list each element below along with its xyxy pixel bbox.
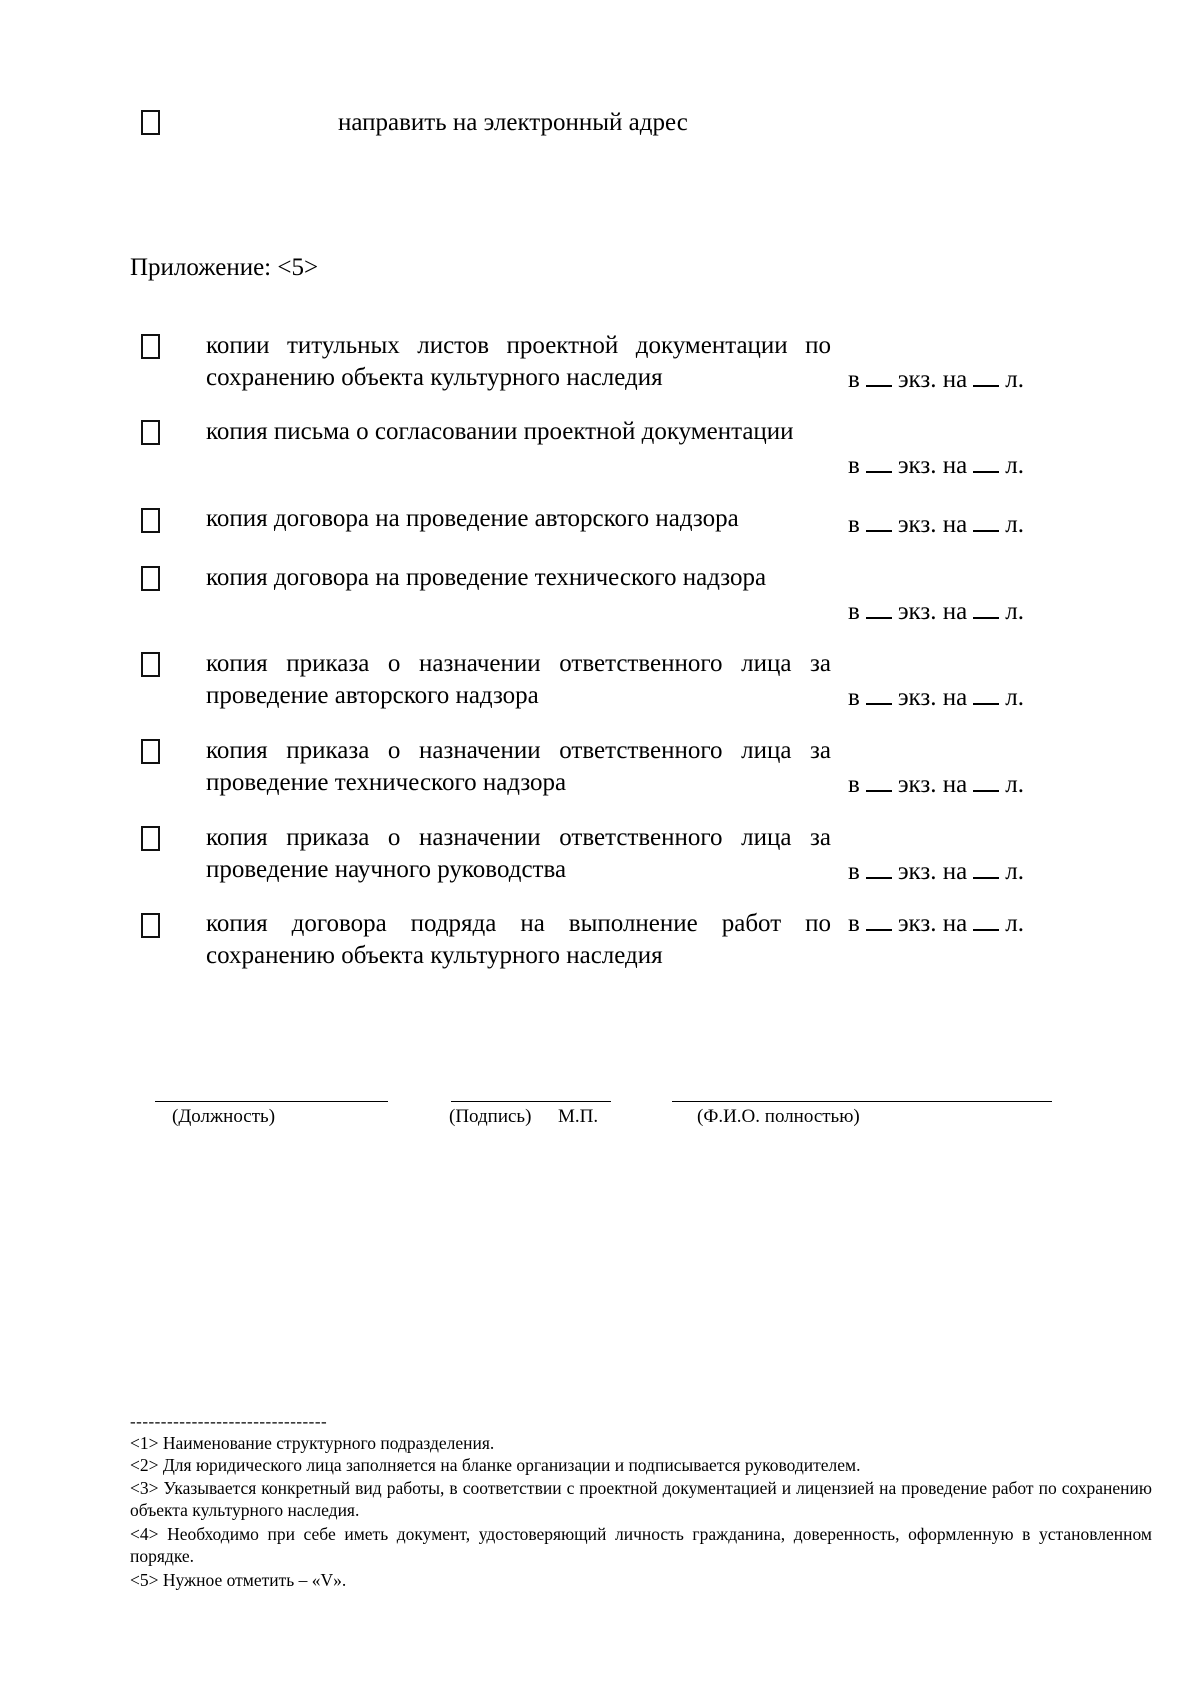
sheets-blank[interactable] (973, 603, 999, 619)
sheets-blank[interactable] (973, 915, 999, 931)
qty-copies-label: экз. на (897, 598, 968, 625)
quantity-field (848, 769, 1024, 801)
sheets-blank[interactable] (973, 457, 999, 473)
footnote-separator: -------------------------------- (130, 1412, 328, 1431)
qty-sheets-label: л. (1005, 452, 1024, 479)
copies-blank[interactable] (866, 776, 892, 792)
qty-prefix: в (848, 771, 860, 798)
appendix-item-checkbox[interactable] (141, 739, 160, 764)
appendix-item-text: копия приказа о назначении ответственного лица за проведение технического надзора (206, 737, 831, 796)
qty-sheets-label: л. (1005, 511, 1024, 538)
sheets-blank[interactable] (973, 516, 999, 532)
sheets-blank[interactable] (973, 689, 999, 705)
qty-sheets-label: л. (1005, 771, 1024, 798)
qty-sheets-label: л. (1005, 366, 1024, 393)
quantity-field (848, 509, 1024, 541)
qty-prefix: в (848, 511, 860, 538)
position-line[interactable] (155, 1101, 388, 1102)
qty-copies-label: экз. на (897, 684, 968, 711)
qty-copies-label: экз. на (897, 511, 968, 538)
copies-blank[interactable] (866, 689, 892, 705)
appendix-item-checkbox[interactable] (141, 652, 160, 677)
footnote-1: <1> Наименование структурного подразделения. (130, 1433, 495, 1453)
email-option-label: направить на электронный адрес (338, 109, 688, 136)
qty-copies-label: экз. на (897, 366, 968, 393)
sheets-blank[interactable] (973, 371, 999, 387)
qty-copies-label: экз. на (897, 771, 968, 798)
qty-copies-label: экз. на (897, 858, 968, 885)
full-name-line[interactable] (672, 1101, 1052, 1102)
stamp-label: М.П. (558, 1106, 599, 1127)
copies-blank[interactable] (866, 371, 892, 387)
qty-prefix: в (848, 452, 860, 479)
signature-label: (Подпись) (449, 1106, 532, 1127)
copies-blank[interactable] (866, 863, 892, 879)
quantity-field (848, 682, 1024, 714)
sheets-blank[interactable] (973, 863, 999, 879)
qty-prefix: в (848, 366, 860, 393)
appendix-item-text: копия договора на проведение авторского надзора (206, 505, 739, 532)
quantity-field (848, 450, 1024, 482)
qty-sheets-label: л. (1005, 910, 1024, 937)
appendix-item-text: копия договора на проведение технического надзора (206, 564, 767, 591)
appendix-item-text: копии титульных листов проектной документации по сохранению объекта культурного наследия (206, 332, 831, 391)
footnote-5: <5> Нужное отметить – «V». (130, 1570, 347, 1590)
appendix-item-text: копия приказа о назначении ответственного лица за проведение авторского надзора (206, 650, 831, 709)
quantity-field (848, 364, 1024, 396)
qty-sheets-label: л. (1005, 858, 1024, 885)
qty-sheets-label: л. (1005, 598, 1024, 625)
quantity-field (848, 908, 1024, 940)
appendix-item-text: копия договора подряда на выполнение работ по сохранению объекта культурного наследия (206, 910, 831, 969)
signature-line[interactable] (451, 1101, 611, 1102)
appendix-item-checkbox[interactable] (141, 913, 160, 938)
copies-blank[interactable] (866, 915, 892, 931)
footnote-4: <4> Необходимо при себе иметь документ, удостоверяющий личность гражданина, доверенность, оформленную в установленном порядке. (130, 1524, 1152, 1566)
appendix-title: Приложение: <5> (130, 254, 319, 281)
copies-blank[interactable] (866, 457, 892, 473)
qty-sheets-label: л. (1005, 684, 1024, 711)
sheets-blank[interactable] (973, 776, 999, 792)
appendix-item-checkbox[interactable] (141, 334, 160, 359)
appendix-item-text: копия письма о согласовании проектной документации (206, 418, 794, 445)
qty-prefix: в (848, 598, 860, 625)
email-checkbox[interactable] (141, 110, 160, 135)
full-name-label: (Ф.И.О. полностью) (697, 1106, 860, 1127)
footnote-3: <3> Указывается конкретный вид работы, в соответствии с проектной документацией и лицензией на проведение работ по сохранению объекта культурного наследия. (130, 1478, 1152, 1520)
appendix-item-checkbox[interactable] (141, 826, 160, 851)
appendix-item-checkbox[interactable] (141, 566, 160, 591)
appendix-item-text: копия приказа о назначении ответственного лица за проведение научного руководства (206, 824, 831, 883)
quantity-field (848, 856, 1024, 888)
qty-prefix: в (848, 858, 860, 885)
qty-copies-label: экз. на (897, 452, 968, 479)
position-label: (Должность) (172, 1106, 276, 1127)
quantity-field (848, 596, 1024, 628)
qty-prefix: в (848, 684, 860, 711)
appendix-item-checkbox[interactable] (141, 508, 160, 533)
copies-blank[interactable] (866, 603, 892, 619)
qty-prefix: в (848, 910, 860, 937)
qty-copies-label: экз. на (897, 910, 968, 937)
appendix-item-checkbox[interactable] (141, 420, 160, 445)
footnote-2: <2> Для юридического лица заполняется на бланке организации и подписывается руководителем. (130, 1455, 861, 1475)
copies-blank[interactable] (866, 516, 892, 532)
